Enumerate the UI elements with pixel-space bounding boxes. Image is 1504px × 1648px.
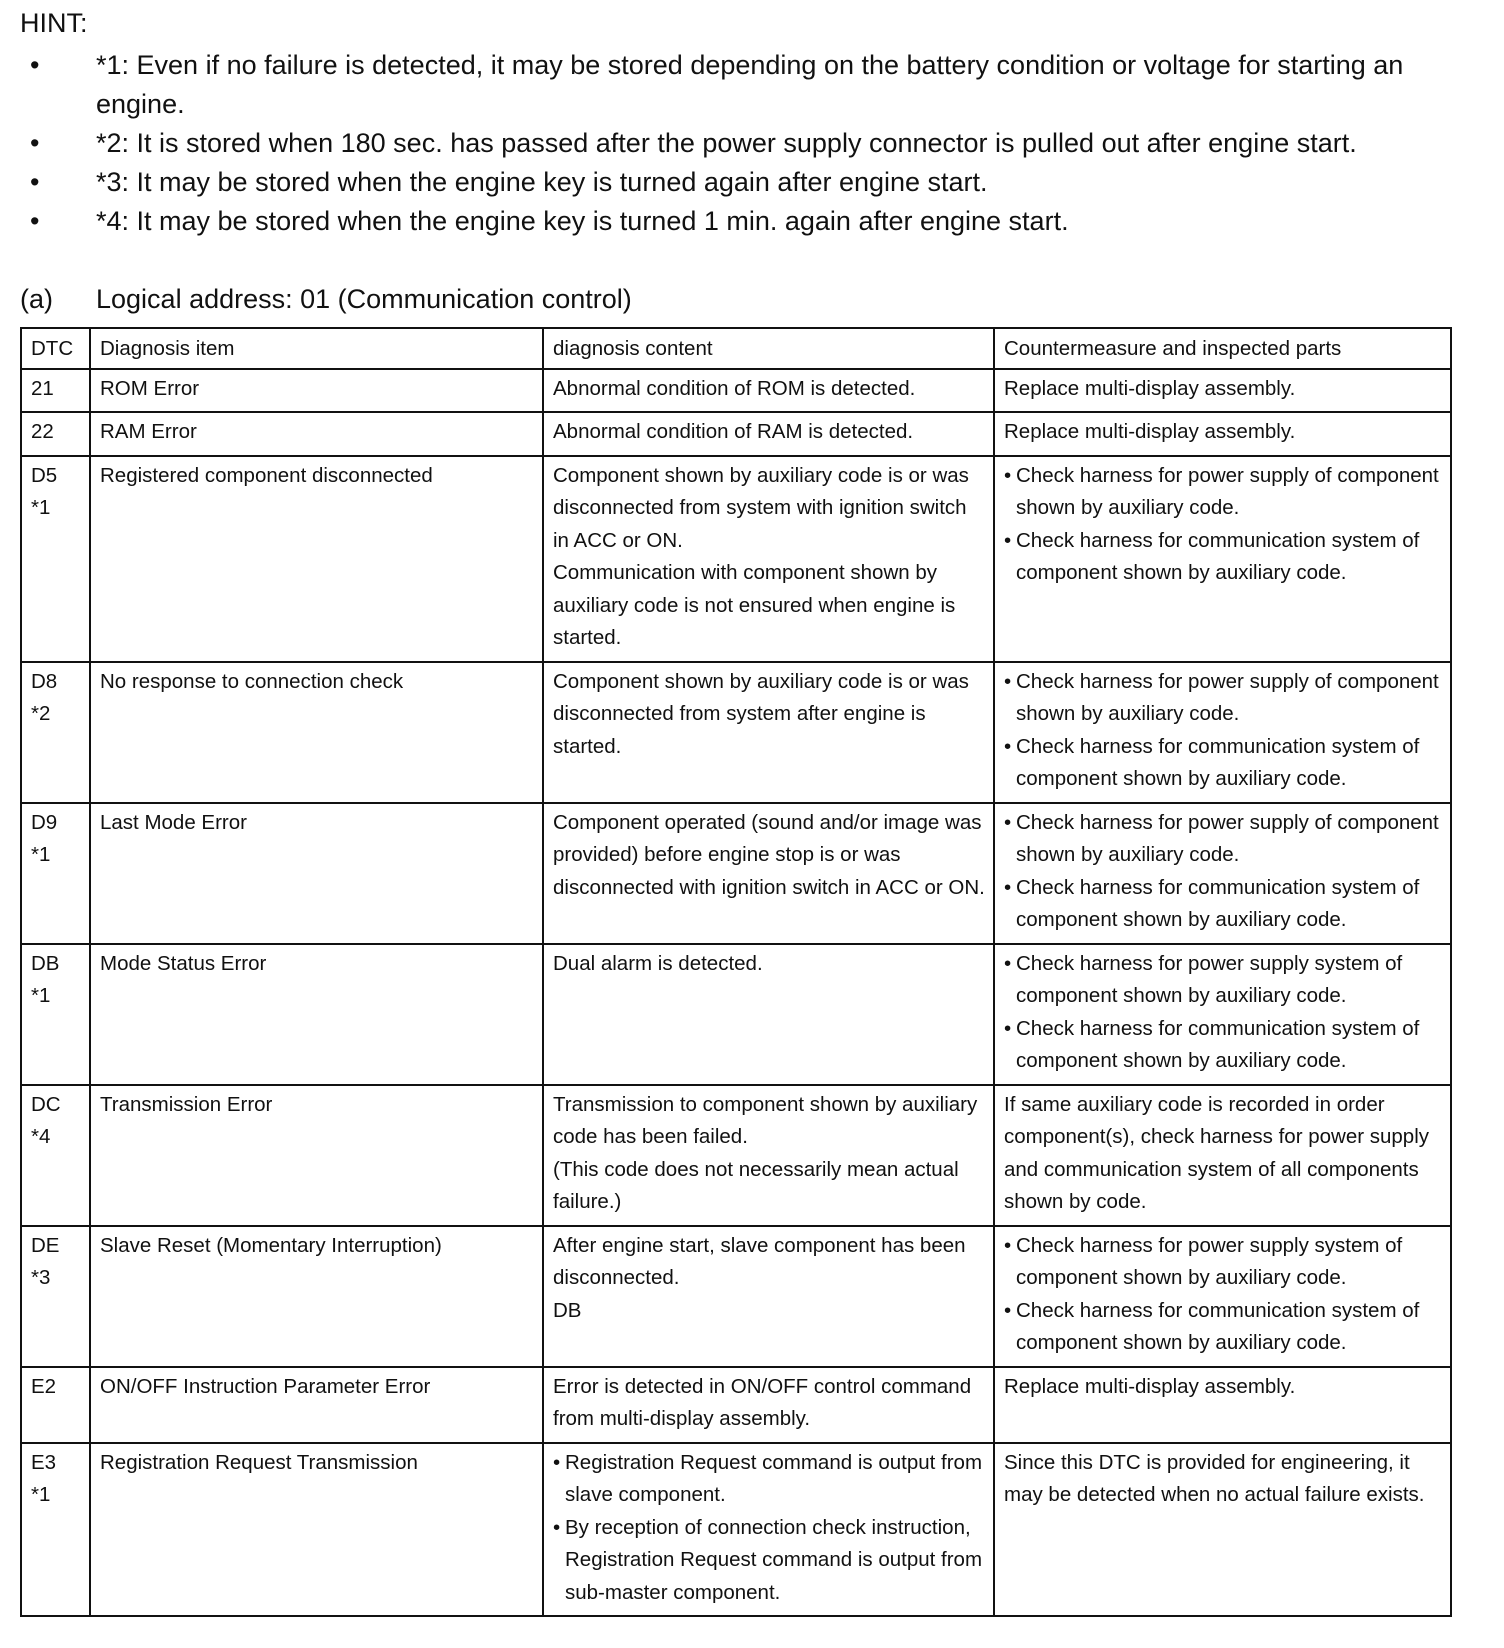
hint-item xyxy=(20,163,1460,202)
dtc-note: *1 xyxy=(31,496,51,519)
bullet-item: • Check harness for power supply of component shown by auxiliary code. xyxy=(1004,666,1442,731)
counter-cell xyxy=(994,1226,1451,1367)
table-header-row xyxy=(21,328,1451,369)
dtc-note: *1 xyxy=(31,843,51,866)
table-row xyxy=(21,456,1451,662)
dtc-cell xyxy=(21,1085,90,1226)
dtc-code: D8 xyxy=(31,669,58,693)
section-title: Logical address: 01 (Communication control) xyxy=(96,284,632,314)
dtc-code: D9 xyxy=(31,810,58,834)
dtc-cell xyxy=(21,1443,90,1617)
header-dtc: DTC xyxy=(21,328,90,369)
content-text: (This code does not necessarily mean actual failure.) xyxy=(553,1157,959,1213)
bullet-item: • Check harness for communication system of component shown by auxiliary code. xyxy=(1004,525,1442,590)
hint-item xyxy=(20,202,1460,241)
dtc-cell xyxy=(21,1367,90,1443)
item-cell: Mode Status Error xyxy=(90,944,543,1085)
item-cell: RAM Error xyxy=(90,412,543,456)
dtc-code: E3 xyxy=(31,1450,57,1474)
hint-text: *1: Even if no failure is detected, it may be stored depending on the battery condition or voltage for starting an engine. xyxy=(96,50,1404,119)
hint-text: *4: It may be stored when the engine key is turned 1 min. again after engine start. xyxy=(96,206,1069,236)
hint-text: *3: It may be stored when the engine key is turned again after engine start. xyxy=(96,167,988,197)
table-row xyxy=(21,662,1451,803)
content-cell: Abnormal condition of RAM is detected. xyxy=(543,412,994,456)
dtc-note: *2 xyxy=(31,702,51,725)
bullet-item: • Check harness for communication system of component shown by auxiliary code. xyxy=(1004,731,1442,796)
table-row xyxy=(21,803,1451,944)
content-text: DB xyxy=(553,1298,582,1322)
hint-item xyxy=(20,124,1460,163)
header-diagnosis-item: Diagnosis item xyxy=(90,328,543,369)
dtc-note: *3 xyxy=(31,1266,51,1289)
hint-list xyxy=(20,46,1460,241)
dtc-code: 22 xyxy=(31,420,54,443)
bullet-item: • Check harness for communication system of component shown by auxiliary code. xyxy=(1004,1013,1442,1078)
dtc-cell xyxy=(21,803,90,944)
counter-cell xyxy=(994,944,1451,1085)
bullet-item: • Registration Request command is output from slave component. xyxy=(553,1447,985,1512)
counter-cell: Replace multi-display assembly. xyxy=(994,369,1451,413)
bullet-item: • Check harness for communication system of component shown by auxiliary code. xyxy=(1004,1295,1442,1360)
content-text: Transmission to component shown by auxiliary code has been failed. xyxy=(553,1092,978,1148)
counter-cell xyxy=(994,456,1451,662)
dtc-code: 21 xyxy=(31,376,54,400)
content-cell: Abnormal condition of ROM is detected. xyxy=(543,369,994,413)
bullet: • xyxy=(30,206,40,236)
dtc-cell xyxy=(21,369,90,413)
table-row xyxy=(21,369,1451,413)
bullet-item: • Check harness for power supply system of component shown by auxiliary code. xyxy=(1004,948,1442,1013)
item-cell: Registered component disconnected xyxy=(90,456,543,662)
dtc-cell xyxy=(21,412,90,456)
hint-text: *2: It is stored when 180 sec. has passed after the power supply connector is pulled out after engine start. xyxy=(96,128,1357,158)
table-row xyxy=(21,1085,1451,1226)
dtc-code: DC xyxy=(31,1092,61,1116)
counter-cell: Since this DTC is provided for engineering, it may be detected when no actual failure exists. xyxy=(994,1443,1451,1617)
bullet-item: • Check harness for power supply of component shown by auxiliary code. xyxy=(1004,460,1442,525)
dtc-cell xyxy=(21,1226,90,1367)
content-cell xyxy=(543,1226,994,1367)
bullet: • xyxy=(30,128,40,158)
bullet-item: • Check harness for communication system of component shown by auxiliary code. xyxy=(1004,872,1442,937)
section-tag: (a) xyxy=(20,284,53,314)
item-cell: ROM Error xyxy=(90,369,543,413)
content-text: After engine start, slave component has been disconnected. xyxy=(553,1233,966,1289)
counter-cell: Replace multi-display assembly. xyxy=(994,1367,1451,1443)
dtc-note: *1 xyxy=(31,1483,51,1506)
dtc-cell xyxy=(21,456,90,662)
content-cell xyxy=(543,456,994,662)
dtc-cell xyxy=(21,944,90,1085)
item-cell: Registration Request Transmission xyxy=(90,1443,543,1617)
counter-cell: Replace multi-display assembly. xyxy=(994,412,1451,456)
item-cell: ON/OFF Instruction Parameter Error xyxy=(90,1367,543,1443)
dtc-table xyxy=(20,327,1452,1617)
table-row xyxy=(21,944,1451,1085)
item-cell: Transmission Error xyxy=(90,1085,543,1226)
content-cell xyxy=(543,1443,994,1617)
content-text: Component shown by auxiliary code is or was disconnected from system with ignition switch in ACC or ON. xyxy=(553,463,969,552)
bullet: • xyxy=(30,50,40,80)
content-cell: Error is detected in ON/OFF control command from multi-display assembly. xyxy=(543,1367,994,1443)
counter-cell xyxy=(994,803,1451,944)
bullet-item: • By reception of connection check instruction, Registration Request command is output from sub-master component. xyxy=(553,1512,985,1610)
counter-cell: If same auxiliary code is recorded in order component(s), check harness for power supply and communication system of all components shown by code. xyxy=(994,1085,1451,1226)
content-cell: Component shown by auxiliary code is or was disconnected from system after engine is started. xyxy=(543,662,994,803)
table-row xyxy=(21,1367,1451,1443)
header-diagnosis-content: diagnosis content xyxy=(543,328,994,369)
item-cell: No response to connection check xyxy=(90,662,543,803)
hint-title: HINT: xyxy=(20,8,88,38)
dtc-note: *1 xyxy=(31,984,51,1007)
content-cell xyxy=(543,1085,994,1226)
bullet-item: • Check harness for power supply system of component shown by auxiliary code. xyxy=(1004,1230,1442,1295)
item-cell: Last Mode Error xyxy=(90,803,543,944)
dtc-code: E2 xyxy=(31,1374,57,1398)
content-text: Communication with component shown by auxiliary code is not ensured when engine is started. xyxy=(553,561,956,649)
section-heading xyxy=(20,280,632,319)
table-row xyxy=(21,1443,1451,1617)
dtc-note: *4 xyxy=(31,1125,51,1148)
bullet-item: • Check harness for power supply of component shown by auxiliary code. xyxy=(1004,807,1442,872)
content-cell: Component operated (sound and/or image was provided) before engine stop is or was disconnected with ignition switch in ACC or ON. xyxy=(543,803,994,944)
dtc-code: D5 xyxy=(31,463,58,487)
table-row xyxy=(21,412,1451,456)
header-countermeasure: Countermeasure and inspected parts xyxy=(994,328,1451,369)
dtc-code: DE xyxy=(31,1233,60,1257)
dtc-code: DB xyxy=(31,951,60,975)
bullet: • xyxy=(30,167,40,197)
content-cell: Dual alarm is detected. xyxy=(543,944,994,1085)
item-cell: Slave Reset (Momentary Interruption) xyxy=(90,1226,543,1367)
dtc-cell xyxy=(21,662,90,803)
hint-item xyxy=(20,46,1460,124)
counter-cell xyxy=(994,662,1451,803)
table-row xyxy=(21,1226,1451,1367)
